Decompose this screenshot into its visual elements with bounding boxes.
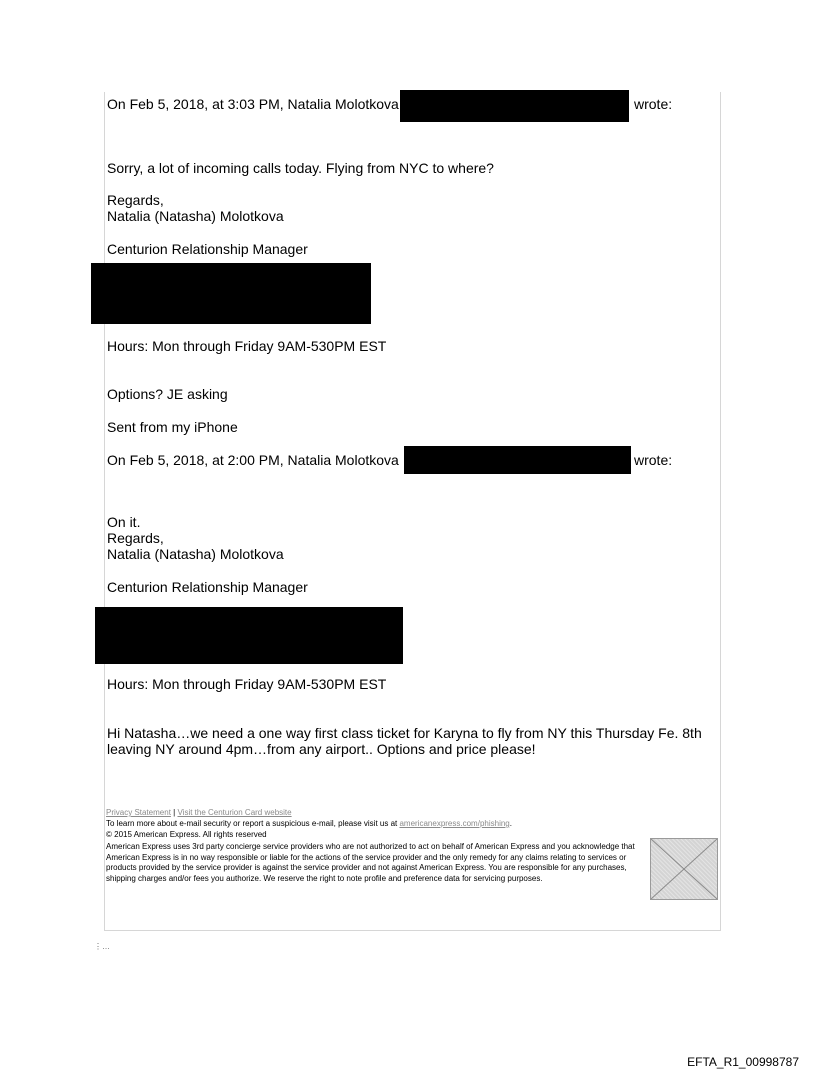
broken-image-placeholder	[650, 838, 718, 900]
regards-text-2: Regards,	[107, 530, 164, 546]
footer-separator: |	[173, 808, 176, 817]
page-artifact-dots: ⋮…	[94, 942, 110, 951]
email-header-1: On Feb 5, 2018, at 3:03 PM, Natalia Molotkova	[107, 96, 399, 112]
signature-title: Centurion Relationship Manager	[107, 241, 308, 257]
footer-links	[106, 808, 292, 819]
privacy-statement-link[interactable]: Privacy Statement	[106, 808, 171, 817]
signature-name-2: Natalia (Natasha) Molotkova	[107, 546, 284, 562]
reply-text-2: On it.	[107, 514, 141, 530]
regards-text: Regards,	[107, 192, 164, 208]
document-id: EFTA_R1_00998787	[687, 1055, 799, 1069]
phishing-link[interactable]: americanexpress.com/phishing	[399, 819, 510, 828]
redacted-email-address	[400, 90, 629, 122]
signature-title-2: Centurion Relationship Manager	[107, 579, 308, 595]
request-line-2: leaving NY around 4pm…from any airport.. Options and price please!	[107, 741, 536, 757]
request-line-1: Hi Natasha…we need a one way first class ticket for Karyna to fly from NY this Thursday Fe. 8th	[107, 725, 702, 741]
sent-from-text: Sent from my iPhone	[107, 419, 238, 435]
security-notice: To learn more about e-mail security or report a suspicious e-mail, please visit us at americanexpress.com/phishing.	[106, 819, 512, 828]
copyright-text: © 2015 American Express. All rights reserved	[106, 830, 267, 839]
message-2: Options? JE asking	[107, 386, 228, 402]
image-placeholder-icon	[651, 839, 717, 899]
redacted-email-address-2	[404, 446, 631, 474]
email-header-2: On Feb 5, 2018, at 2:00 PM, Natalia Molotkova	[107, 452, 399, 468]
signature-name: Natalia (Natasha) Molotkova	[107, 208, 284, 224]
redacted-signature-block	[91, 263, 371, 324]
header-1-wrote: wrote:	[634, 96, 673, 112]
legal-disclaimer: American Express uses 3rd party concierge service providers who are not authorized to act on behalf of American Express and you acknowledge that American Express is in no way responsible or liable for the actions of the service provider and the only remedy for any claims relating to services or products provided by the service provider is against the service provider and not against American Express. You are responsible for any purchases, shipping charges and/or fees you authorize. We reserve the right to note profile and preference data for servicing purposes.	[106, 842, 635, 883]
header-2-wrote: wrote:	[634, 452, 673, 468]
reply-text-1: Sorry, a lot of incoming calls today. Flying from NYC to where?	[107, 160, 494, 176]
hours-text: Hours: Mon through Friday 9AM-530PM EST	[107, 338, 387, 354]
redacted-signature-block-2	[95, 607, 403, 664]
centurion-website-link[interactable]: Visit the Centurion Card website	[177, 808, 292, 817]
hours-text-2: Hours: Mon through Friday 9AM-530PM EST	[107, 676, 387, 692]
